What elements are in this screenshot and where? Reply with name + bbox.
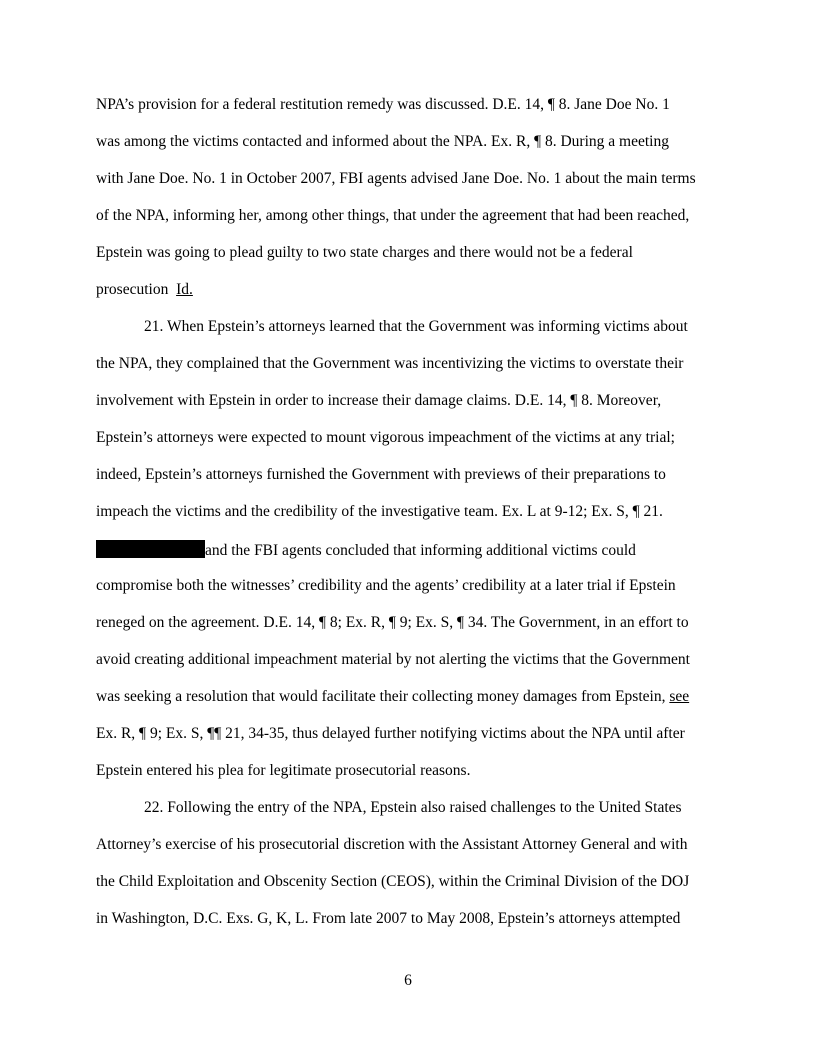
text-line: the NPA, they complained that the Government was incentivizing the victims to overstate their [96,355,684,372]
text-line: indeed, Epstein’s attorneys furnished the Government with previews of their preparations to [96,466,666,483]
text-line [96,688,689,706]
text-line: Epstein’s attorneys were expected to mount vigorous impeachment of the victims at any trial; [96,429,675,446]
text-line: was among the victims contacted and informed about the NPA. Ex. R, ¶ 8. During a meeting [96,133,669,150]
citation-see: see [669,688,690,705]
text-span: prosecution [96,281,169,298]
text-line: Attorney’s exercise of his prosecutorial discretion with the Assistant Attorney General and with [96,836,688,853]
text-line: with Jane Doe. No. 1 in October 2007, FBI agents advised Jane Doe. No. 1 about the main terms [96,170,696,187]
text-line: impeach the victims and the credibility of the investigative team. Ex. L at 9-12; Ex. S, ¶ 21. [96,503,663,520]
text-line: the Child Exploitation and Obscenity Section (CEOS), within the Criminal Division of the DOJ [96,873,690,890]
text-line: avoid creating additional impeachment material by not alerting the victims that the Government [96,651,690,668]
text-line: Ex. R, ¶ 9; Ex. S, ¶¶ 21, 34-35, thus delayed further notifying victims about the NPA until after [96,725,685,742]
citation-id: Id. [176,281,193,298]
text-line [96,281,193,299]
text-span: was seeking a resolution that would facilitate their collecting money damages from Epstein, [96,688,666,705]
text-line: compromise both the witnesses’ credibility and the agents’ credibility at a later trial if Epstein [96,577,676,594]
text-line: reneged on the agreement. D.E. 14, ¶ 8; Ex. R, ¶ 9; Ex. S, ¶ 34. The Government, in an effort to [96,614,689,631]
text-line: Epstein was going to plead guilty to two state charges and there would not be a federal [96,244,633,261]
text-line: in Washington, D.C. Exs. G, K, L. From late 2007 to May 2008, Epstein’s attorneys attempted [96,910,681,927]
text-line: of the NPA, informing her, among other things, that under the agreement that had been reached, [96,207,690,224]
paragraph-21-start: 21. When Epstein’s attorneys learned that the Government was informing victims about [144,318,688,335]
page-number: 6 [404,972,412,989]
text-line [96,540,636,560]
text-line: NPA’s provision for a federal restitution remedy was discussed. D.E. 14, ¶ 8. Jane Doe No. 1 [96,96,670,113]
paragraph-22-start: 22. Following the entry of the NPA, Epstein also raised challenges to the United States [144,799,682,816]
text-line: involvement with Epstein in order to increase their damage claims. D.E. 14, ¶ 8. Moreover, [96,392,662,409]
redaction-block [96,540,205,558]
text-line: Epstein entered his plea for legitimate prosecutorial reasons. [96,762,471,779]
text-span: and the FBI agents concluded that informing additional victims could [205,542,636,559]
